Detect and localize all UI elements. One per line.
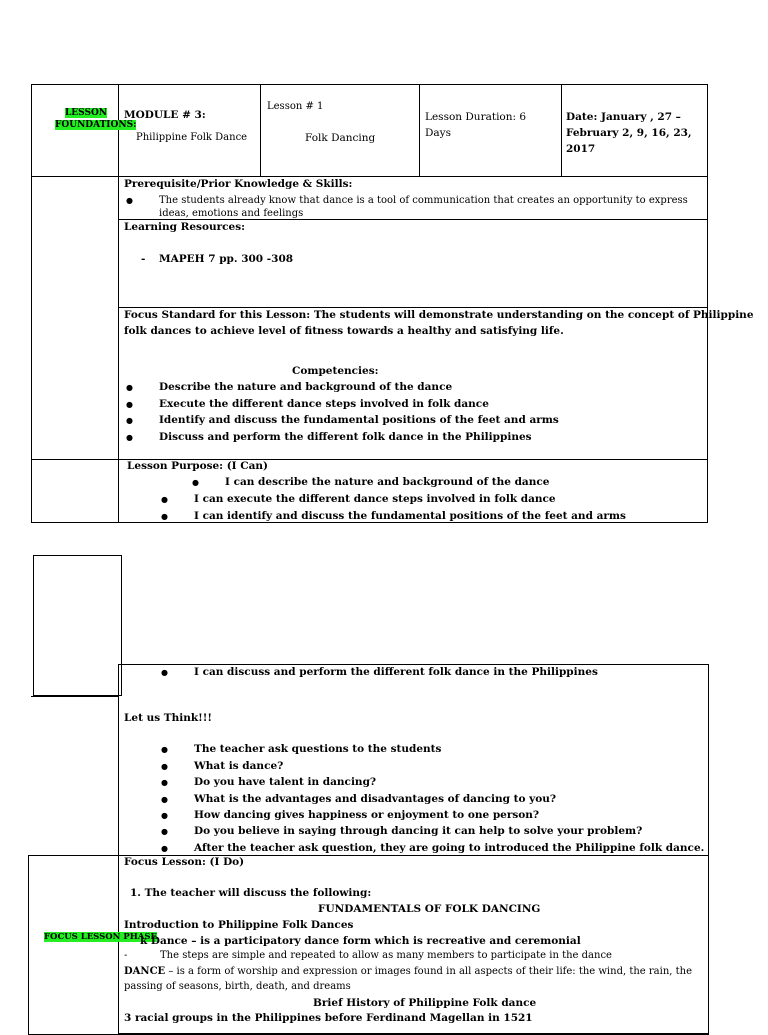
racial-groups: 3 racial groups in the Philippines before Ferdinand Magellan in 1521 bbox=[124, 1012, 533, 1024]
think-item: ● What is dance? bbox=[194, 760, 283, 773]
lesson-date: Date: January , 27 – February 2, 9, 16, 23, 2017 bbox=[566, 111, 692, 155]
resources-dash: - bbox=[141, 253, 146, 265]
steps-text: The steps are simple and repeated to allow as many members to participate in the dance bbox=[160, 950, 612, 961]
think-title: Let us Think!!! bbox=[124, 712, 212, 724]
prerequisite-item-cont: ideas, emotions and feelings bbox=[159, 208, 304, 219]
page2-left-box bbox=[33, 555, 122, 696]
lesson-foundations-label: LESSON FOUNDATIONS: bbox=[55, 108, 137, 130]
think-item: ● After the teacher ask question, they are going to introduced the Philippine folk dance. bbox=[194, 842, 704, 855]
module-title: Philippine Folk Dance bbox=[136, 132, 248, 143]
prerequisite-item: ● The students already know that dance is a tool of communication that creates an opportunity to express bbox=[159, 194, 688, 207]
focus-lesson-phase-label: FOCUS LESSON PHASE bbox=[44, 932, 158, 942]
think-item: ● The teacher ask questions to the students bbox=[194, 743, 441, 756]
purpose-item: ● I can describe the nature and background of the dance bbox=[225, 476, 549, 489]
competency-item: ● Execute the different dance steps involved in folk dance bbox=[159, 398, 489, 411]
prerequisite-title: Prerequisite/Prior Knowledge & Skills: bbox=[124, 178, 353, 190]
fundamentals-heading: FUNDAMENTALS OF FOLK DANCING bbox=[318, 903, 541, 915]
purpose-title: Lesson Purpose: (I Can) bbox=[127, 460, 269, 472]
purpose-item: ● I can discuss and perform the different folk dance in the Philippines bbox=[194, 666, 598, 679]
folk-dance-def: k Dance – is a participatory dance form which is recreative and ceremonial bbox=[140, 935, 581, 947]
resources-title: Learning Resources: bbox=[124, 221, 246, 233]
module-label: MODULE # 3: bbox=[124, 109, 206, 121]
focus-lesson-title: Focus Lesson: (I Do) bbox=[124, 856, 245, 868]
lesson-duration: Lesson Duration: 6 Days bbox=[425, 111, 527, 139]
focus-step1: 1. The teacher will discuss the following: bbox=[130, 887, 372, 899]
competency-item: ● Discuss and perform the different folk dance in the Philippines bbox=[159, 431, 532, 444]
resources-item: MAPEH 7 pp. 300 -308 bbox=[159, 253, 294, 265]
think-item: ● Do you have talent in dancing? bbox=[194, 776, 376, 789]
history-heading: Brief History of Philippine Folk dance bbox=[313, 997, 537, 1009]
focus-standard-line1: Focus Standard for this Lesson: The students will demonstrate understanding on the concept of Philippine bbox=[124, 309, 754, 321]
lesson-title: Folk Dancing bbox=[305, 132, 376, 144]
dance-def-line2: passing of seasons, birth, death, and dreams bbox=[124, 981, 351, 992]
competency-item: ● Describe the nature and background of the dance bbox=[159, 381, 452, 394]
purpose-item: ● I can identify and discuss the fundamental positions of the feet and arms bbox=[194, 510, 626, 523]
intro-heading: Introduction to Philippine Folk Dances bbox=[124, 919, 354, 931]
dance-def-line1: DANCE – is a form of worship and expression or images found in all aspects of their life: the wind, the rain, the bbox=[124, 966, 693, 977]
competencies-title: Competencies: bbox=[292, 365, 379, 377]
purpose-item: ● I can execute the different dance steps involved in folk dance bbox=[194, 493, 556, 506]
think-item: ● Do you believe in saying through dancing it can help to solve your problem? bbox=[194, 825, 642, 838]
think-item: ● How dancing gives happiness or enjoyment to one person? bbox=[194, 809, 539, 822]
competency-item: ● Identify and discuss the fundamental positions of the feet and arms bbox=[159, 414, 559, 427]
lesson-label: Lesson # 1 bbox=[267, 101, 324, 112]
focus-standard-line2: folk dances to achieve level of fitness towards a healthy and satisfying life. bbox=[124, 325, 564, 337]
steps-dash: - bbox=[124, 950, 128, 961]
think-item: ● What is the advantages and disadvantages of dancing to you? bbox=[194, 793, 556, 806]
